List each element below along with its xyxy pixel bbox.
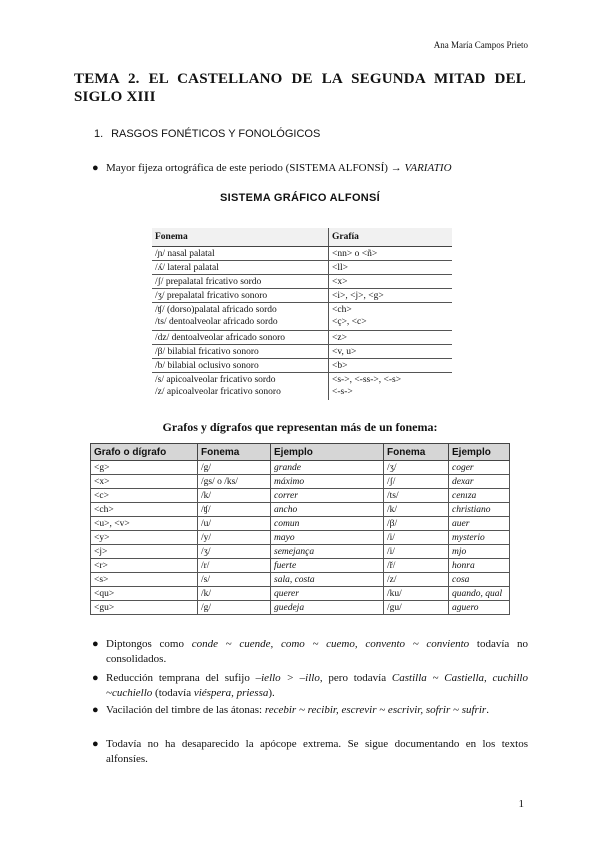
table-cell: /b/ bilabial oclusivo sonoro (152, 359, 329, 373)
table-cell: /k/ (198, 489, 271, 503)
table-cell: /ʎ/ lateral palatal (152, 261, 329, 275)
table-cell: semejança (271, 545, 384, 559)
bullet-dot-icon: ● (92, 162, 99, 174)
table-cell: /y/ (198, 531, 271, 545)
bullet-item (92, 161, 528, 176)
bullet-text: todavía no consolidados. (106, 638, 528, 665)
table-cell-line: /ts/ dentoalveolar africado sordo (155, 317, 278, 327)
table-cell: /g/ (198, 601, 271, 615)
table-row (91, 531, 510, 545)
table-cell: <qu> (91, 587, 198, 601)
table-cell: aguero (449, 601, 510, 615)
bullet-text: Todavía no ha desaparecido la apócope extrema. Se sigue documentando en los textos alfonsíes. (106, 738, 528, 765)
table-cell: grande (271, 461, 384, 475)
bullet-item (92, 703, 528, 718)
bullet-dot-icon: ● (92, 638, 99, 650)
table-cell: sala, costa (271, 573, 384, 587)
table-cell: <c> (91, 489, 198, 503)
bullet-item (92, 637, 528, 667)
table-row (152, 261, 452, 275)
table-cell (152, 303, 329, 331)
section-heading (94, 128, 320, 140)
table-cell: /i/ (384, 545, 449, 559)
table2-header: Fonema (198, 444, 271, 461)
bullet-emphasis: –iello > –illo (255, 672, 320, 684)
table-cell: auer (449, 517, 510, 531)
table-row (91, 489, 510, 503)
table-cell: /β/ bilabial fricativo sonoro (152, 345, 329, 359)
table-row (91, 573, 510, 587)
bullet-emphasis: conde ~ cuende, como ~ cuemo, convento ~ conviento (191, 638, 470, 650)
table-cell: cosa (449, 573, 510, 587)
table-cell: <nn> o <ñ> (329, 247, 453, 261)
bullet-text: (todavía (152, 687, 194, 699)
table-cell: honra (449, 559, 510, 573)
table1-title: SISTEMA GRÁFICO ALFONSÍ (219, 192, 381, 204)
table-row (91, 587, 510, 601)
bullet-text: , pero todavía (319, 672, 392, 684)
table-cell: <gu> (91, 601, 198, 615)
table-cell: /ʒ/ prepalatal fricativo sonoro (152, 289, 329, 303)
table-cell: /ts/ (384, 489, 449, 503)
bullet-text: . (486, 704, 489, 716)
table-cell: coger (449, 461, 510, 475)
table-cell: correr (271, 489, 384, 503)
table-cell: mysterio (449, 531, 510, 545)
bullet-text: Vacilación del timbre de las átonas: (106, 704, 265, 716)
table-cell: máximo (271, 475, 384, 489)
table-cell: /ku/ (384, 587, 449, 601)
table-row (91, 503, 510, 517)
table-cell-line: <-s-> (332, 387, 353, 397)
table-row (91, 559, 510, 573)
table-cell: quando, qual (449, 587, 510, 601)
table2-header: Fonema (384, 444, 449, 461)
table-cell: /ʒ/ (384, 461, 449, 475)
table-cell: <x> (91, 475, 198, 489)
table-cell: /k/ (384, 503, 449, 517)
table-row (91, 461, 510, 475)
table-cell: <j> (91, 545, 198, 559)
table-cell: /g/ (198, 461, 271, 475)
bullet-dot-icon: ● (92, 738, 99, 750)
table-cell: /u/ (198, 517, 271, 531)
table-cell-line: /z/ apicoalveolar fricativo sonoro (155, 387, 281, 397)
table-cell (329, 373, 453, 401)
section-number: 1. (94, 128, 104, 140)
table2-header: Grafo o dígrafo (91, 444, 198, 461)
table-cell: comun (271, 517, 384, 531)
table-cell: /dz/ dentoalveolar africado sonoro (152, 331, 329, 345)
table-cell: /gs/ o /ks/ (198, 475, 271, 489)
table-row (152, 345, 452, 359)
table-row (91, 545, 510, 559)
table-cell: <z> (329, 331, 453, 345)
table1-header: Fonema (152, 228, 329, 247)
bullet-text: Mayor fijeza ortográfica de este periodo (SISTEMA ALFONSÍ) → (106, 162, 405, 174)
table1-header: Grafía (329, 228, 453, 247)
table-cell: <v, u> (329, 345, 453, 359)
bullet-dot-icon: ● (92, 704, 99, 716)
table-cell: /z/ (384, 573, 449, 587)
page-title: TEMA 2. EL CASTELLANO DE LA SEGUNDA MITAD DEL SIGLO XIII (74, 71, 526, 105)
table-row (152, 359, 452, 373)
table-cell-line: <ch> (332, 305, 352, 315)
graphemes-table (90, 443, 510, 615)
table-row (152, 331, 452, 345)
bullet-emphasis: viéspera, priessa (193, 687, 269, 699)
table-cell: <g> (91, 461, 198, 475)
table-cell: /ř/ (384, 559, 449, 573)
bullet-emphasis: Castilla ~ Castiella, cuchillo ~cuchiello (106, 672, 528, 699)
table-cell: /k/ (198, 587, 271, 601)
table-cell: fuerte (271, 559, 384, 573)
table-row (152, 373, 452, 401)
table-cell-line: /ʧ/ (dorso)palatal africado sordo (155, 305, 277, 315)
page-number: 1 (518, 798, 524, 810)
table2-header: Ejemplo (271, 444, 384, 461)
author-header: Ana María Campos Prieto (433, 40, 528, 50)
table-cell: /ʃ/ prepalatal fricativo sordo (152, 275, 329, 289)
table-cell-line: /s/ apicoalveolar fricativo sordo (155, 375, 276, 385)
table-cell (329, 303, 453, 331)
alfonsi-system-table (152, 228, 452, 400)
bullet-emphasis: VARIATIO (404, 162, 452, 174)
table-row (152, 275, 452, 289)
table-cell: querer (271, 587, 384, 601)
bullet-item (92, 671, 528, 701)
table-row (91, 517, 510, 531)
table-cell: <b> (329, 359, 453, 373)
table-cell: /r/ (198, 559, 271, 573)
bullet-text: Diptongos como (106, 638, 192, 650)
table-cell: <x> (329, 275, 453, 289)
table-cell: mjo (449, 545, 510, 559)
table-row (152, 247, 452, 261)
bullet-item (92, 737, 528, 767)
table-cell: /ʃ/ (384, 475, 449, 489)
table-cell: dexar (449, 475, 510, 489)
table-cell: /ʧ/ (198, 503, 271, 517)
table-cell: /ʒ/ (198, 545, 271, 559)
table-cell: <r> (91, 559, 198, 573)
bullet-text: Reducción temprana del sufijo (106, 672, 256, 684)
bullet-dot-icon: ● (92, 672, 99, 684)
table2-title: Grafos y dígrafos que representan más de un fonema: (162, 420, 438, 434)
table-row (91, 601, 510, 615)
table-cell (152, 373, 329, 401)
table-cell: /ɲ/ nasal palatal (152, 247, 329, 261)
table-cell: <ch> (91, 503, 198, 517)
table-cell-line: <s->, <-ss->, <-s> (332, 375, 402, 385)
table-cell: <ll> (329, 261, 453, 275)
table-cell: mayo (271, 531, 384, 545)
table-cell: /i/ (384, 531, 449, 545)
bullet-text: ). (268, 687, 275, 699)
table-cell-line: <ç>, <c> (332, 317, 367, 327)
bullet-emphasis: recebir ~ recibir, escrevir ~ escrivir, sofrir ~ sufrir (264, 704, 487, 716)
table-cell: /gu/ (384, 601, 449, 615)
table-cell: ancho (271, 503, 384, 517)
table-cell: cenıza (449, 489, 510, 503)
table-cell: /β/ (384, 517, 449, 531)
table-cell: <i>, <j>, <g> (329, 289, 453, 303)
table-row (152, 303, 452, 331)
table-cell: guedeja (271, 601, 384, 615)
table-cell: <u>, <v> (91, 517, 198, 531)
table-cell: <s> (91, 573, 198, 587)
table-row (152, 289, 452, 303)
table-row (91, 475, 510, 489)
section-label: RASGOS FONÉTICOS Y FONOLÓGICOS (111, 128, 321, 140)
table-cell: /s/ (198, 573, 271, 587)
table-cell: christiano (449, 503, 510, 517)
table-cell: <y> (91, 531, 198, 545)
table2-header: Ejemplo (449, 444, 510, 461)
